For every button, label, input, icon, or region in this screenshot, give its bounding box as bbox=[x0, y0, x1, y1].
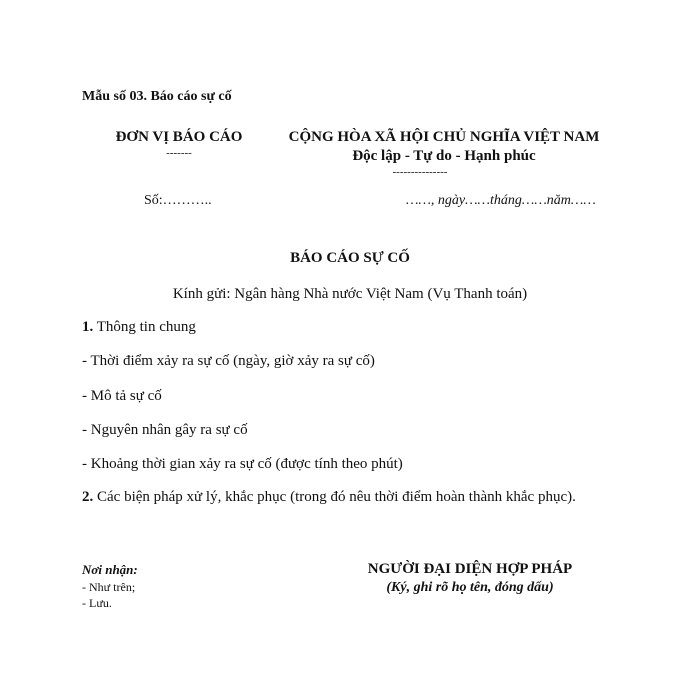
nation-rule: --------------- bbox=[392, 166, 448, 178]
document-number-line: Số:……….. bbox=[144, 193, 212, 208]
recipients-item: - Như trên; bbox=[82, 580, 136, 594]
recipient-line: Kính gửi: Ngân hàng Nhà nước Việt Nam (Vụ Thanh toán) bbox=[172, 286, 528, 302]
section-1-text: Thông tin chung bbox=[93, 319, 196, 335]
date-line: ……, ngày……tháng……năm…… bbox=[406, 193, 596, 208]
section-1-item-description: - Mô tả sự cố bbox=[82, 388, 162, 404]
section-2-heading bbox=[82, 489, 576, 506]
signatory-note: (Ký, ghi rõ họ tên, đóng dấu) bbox=[386, 580, 554, 595]
form-label: Mẫu số 03. Báo cáo sự cố bbox=[82, 89, 232, 104]
recipients-item: - Lưu. bbox=[82, 596, 112, 610]
section-1-item-cause: - Nguyên nhân gây ra sự cố bbox=[82, 422, 248, 438]
signatory-title: NGƯỜI ĐẠI DIỆN HỢP PHÁP bbox=[367, 561, 573, 577]
section-1-item-time: - Thời điểm xảy ra sự cố (ngày, giờ xảy ra sự cố) bbox=[82, 353, 375, 369]
reporting-unit-rule: ------- bbox=[166, 147, 192, 159]
section-1-number: 1. bbox=[82, 319, 94, 335]
report-title: BÁO CÁO SỰ CỐ bbox=[290, 250, 410, 266]
section-2-text: Các biện pháp xử lý, khắc phục (trong đó nêu thời điểm hoàn thành khắc phục). bbox=[93, 489, 576, 505]
section-1-heading bbox=[82, 319, 196, 336]
nation-title: CỘNG HÒA XÃ HỘI CHỦ NGHĨA VIỆT NAM bbox=[288, 129, 600, 145]
section-1-item-duration: - Khoảng thời gian xảy ra sự cố (được tính theo phút) bbox=[82, 456, 403, 472]
nation-motto: Độc lập - Tự do - Hạnh phúc bbox=[352, 148, 536, 164]
section-2-number: 2. bbox=[82, 489, 94, 505]
reporting-unit-title: ĐƠN VỊ BÁO CÁO bbox=[115, 129, 243, 145]
recipients-label: Nơi nhận: bbox=[82, 562, 138, 577]
